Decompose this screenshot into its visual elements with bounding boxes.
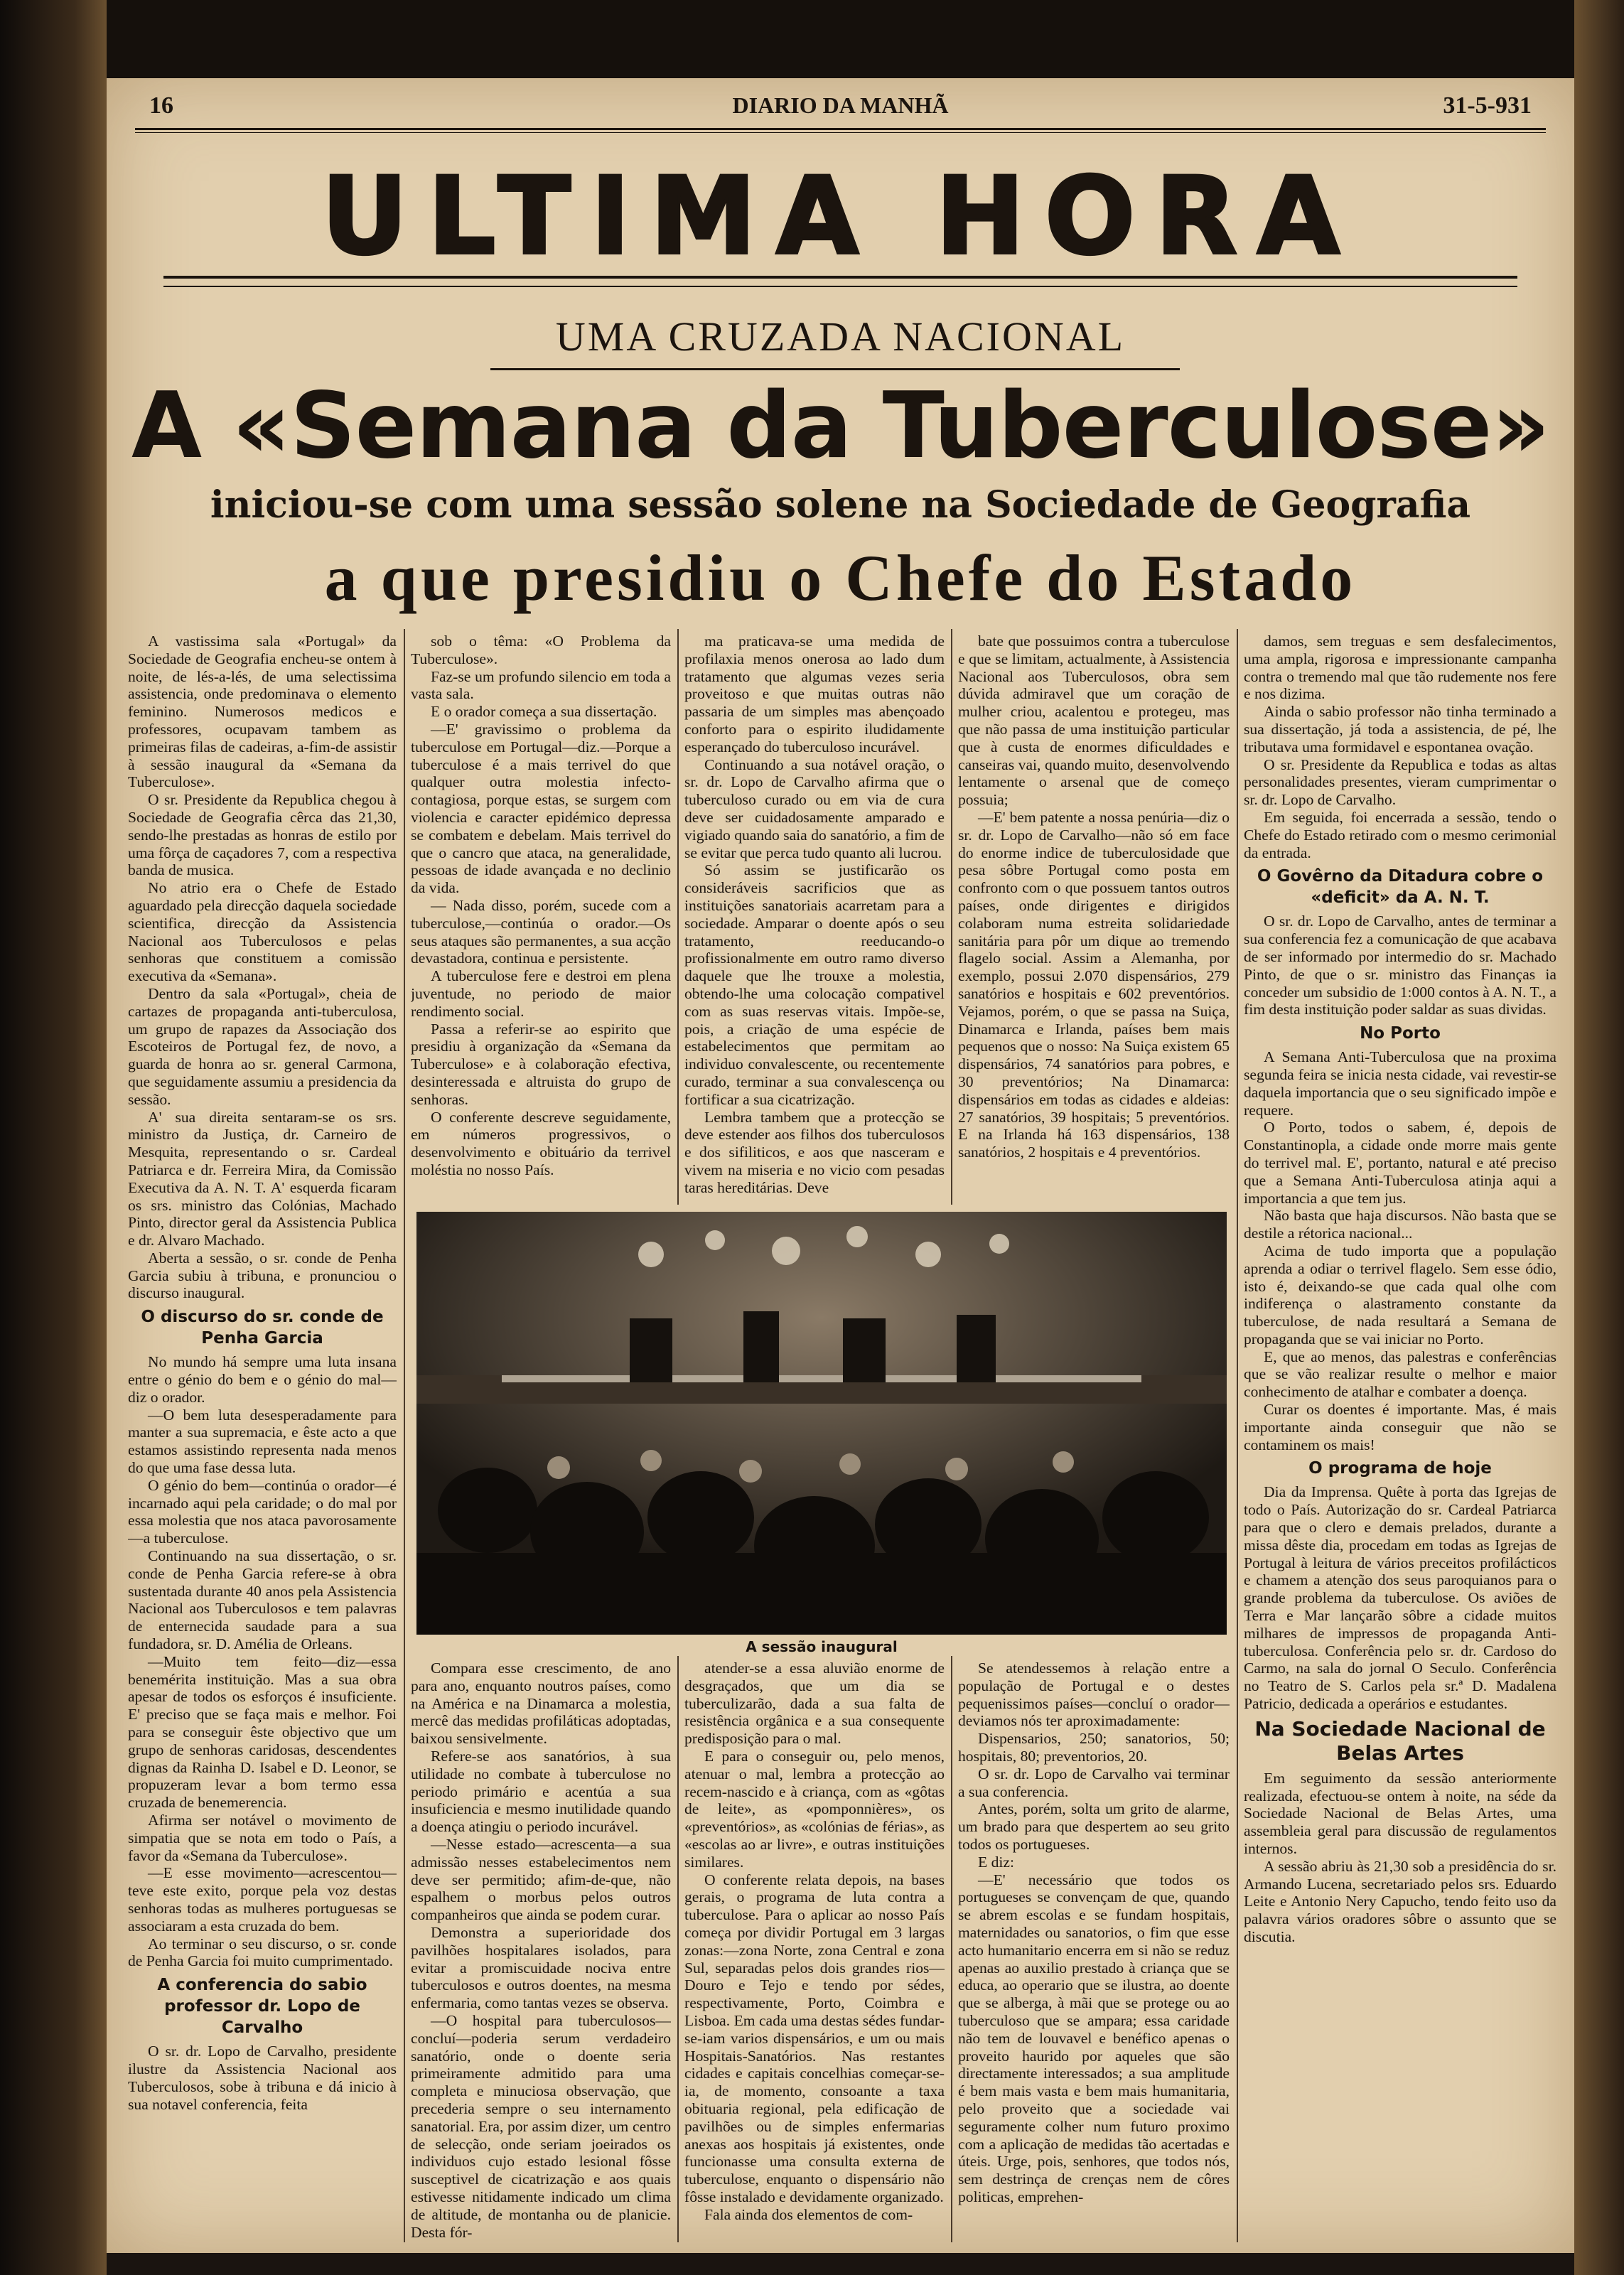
paragraph: ma praticava-se uma medida de profilaxia menos onerosa ao lado dum tratamento que algumas vezes seria proveitoso e que muitas outras não passaria de um simples mas abençoado conforto para o espirito iludidamente esperançado do tuberculoso incurável. bbox=[684, 633, 945, 755]
header-rule-thin bbox=[135, 132, 1546, 133]
paragraph: O sr. dr. Lopo de Carvalho, antes de terminar a sua conferencia fez a comunicação de que acabava de ser informado por intermedio do sr. Machado Pinto, de que o sr. ministro das Finanças ia conceder um subsidio de 1:000 contos à A. N. T., a fim desta instituição poder saldar as suas dividas. bbox=[1244, 913, 1556, 1018]
paragraph: —E' necessário que todos os portugueses se convençam de que, quando se abrem escolas e se fundam hospitais, maternidades ou sanatorios, o fim que esse acto humanitario encerra em si não se reduz apenas ao auxilio prestado à criança que se educa, ao operario que se ilustra, ao doente que se alberga, à mãi que se protege ou ao tuberculoso que se ampara; essa caridade não tem de louvavel e benéfico apenas o proveito haurido por aqueles que são directamente interessados; a sua amplitude é bem mais vasta e bem mais humanitaria, pelo proveito que a sociedade vai seguramente colher num futuro proximo com a aplicação de medidas tão acertadas e úteis. Urge, pois, senhores, que todos nós, sem destrinça de crenças nem de côres politicas, emprehen- bbox=[958, 1871, 1230, 2205]
paragraph: damos, sem treguas e sem desfalecimentos, uma ampla, rigorosa e impressionante campanha contra o tremendo mal que tão rudemente nos fere e nos dizima. bbox=[1244, 633, 1556, 703]
paragraph: Fala ainda dos elementos de com- bbox=[704, 2205, 913, 2223]
issue-date: 31-5-931 bbox=[1443, 92, 1532, 119]
paragraph: O conferente relata depois, na bases gerais, o programa de luta contra a tuberculose. Para o aplicar ao nosso País começa por dividir Portugal em 3 largas zonas:—zona Norte, zona Central e zona Sul, separadas pelos dois grandes rios—Douro e Tejo e tendo por sédes, respectivamente, Porto, Coimbra e Lisboa. Em cada uma destas sédes fundar-se-iam varios dispensários, e um ou mais Hospitais-Sanatórios. Nas restantes cidades e capitais concelhias começar-se-ia, de momento, consoante a taxa obituaria regional, pela edificação de pavilhões ou de simples enfermarias anexas aos hospitais já existentes, onde funcionasse uma consulta externa de tuberculose, enquanto o dispensário não fôsse instalado e devidamente organizado. bbox=[684, 1871, 945, 2205]
paragraph: Não basta que haja discursos. Não basta que se destile a rétorica nacional... bbox=[1244, 1207, 1556, 1242]
banner-underline bbox=[163, 276, 1517, 287]
paragraph: Antes, porém, solta um grito de alarme, um brado para que despertem ao seu grito todos os portugueses. bbox=[958, 1800, 1230, 1853]
paragraph: Acima de tudo importa que a população aprenda a odiar o terrivel flagelo. Sem esse ódio, isto é, deixando-se que cada qual olhe com indiferença o alastramento constante da tuberculose, de nada resultará a Semana de propaganda que se vai iniciar no Porto. bbox=[1244, 1242, 1556, 1348]
paragraph: —E esse movimento—acrescentou—teve este exito, porque pela voz destas senhoras todas as mulheres portuguesas se associaram a esta cruzada do bem. bbox=[128, 1864, 397, 1935]
paragraph: Dispensarios, 250; sanatorios, 50; hospitais, 80; preventorios, 20. bbox=[958, 1730, 1230, 1765]
paragraph: Se atendessemos à relação entre a população de Portugal e o destes pequenissimos países—concluí o orador—deviamos nós ter aproximadamente: bbox=[958, 1660, 1230, 1730]
column-3-lower bbox=[684, 1660, 945, 2242]
paragraph: O Porto, todos o sabem, é, depois de Constantinopla, a cidade onde morre mais gente do terrivel mal. E', portanto, natural e até preciso que a Semana Anti-Tuberculosa atinja aqui a importancia a que tem jus. bbox=[1244, 1119, 1556, 1207]
paragraph: E diz: bbox=[978, 1853, 1014, 1871]
page-number: 16 bbox=[149, 92, 173, 119]
paragraph: —E' gravissimo o problema da tuberculose em Portugal—diz.—Porque a tuberculose é a mais terrivel do que qualquer outra molestia infecto-contagiosa, porque estas, se surgem com violencia e caracter epidémico depressa se combatem e debelam. Mais terrivel do que o cancro que ataca, na generalidade, pessoas de idade avançada e no declinio da vida. bbox=[411, 720, 671, 897]
paragraph: O sr. dr. Lopo de Carvalho, presidente ilustre da Assistencia Nacional aos Tuberculosos, sobe à tribuna e dá inicio à sua notavel conferencia, feita bbox=[128, 2043, 397, 2113]
column-3 bbox=[684, 633, 945, 1205]
paragraph: bate que possuimos contra a tuberculose e que se limitam, actualmente, à Assistencia Nacional aos Tuberculosos, obra sem dúvida admiravel que um coração de mulher criou, acalentou e protegeu, mas que não passa de uma instituição particular que à custa de enormes dificuldades e canseiras vai, quando muito, desenvolvendo lentamente o arsenal que de começo possuia; bbox=[958, 633, 1230, 809]
headline: A «Semana da Tuberculose» bbox=[131, 373, 1550, 479]
column-5 bbox=[1244, 633, 1556, 2246]
subheading: Na Sociedade Nacional de Belas Artes bbox=[1254, 1716, 1546, 1765]
subheading: O programa de hoje bbox=[1308, 1459, 1492, 1478]
paragraph: A Semana Anti-Tuberculosa que na proxima segunda feira se inicia nesta cidade, vai revestir-se daquela importancia que o seu significado impõe e requere. bbox=[1244, 1048, 1556, 1119]
newspaper-name: DIARIO DA MANHÃ bbox=[732, 92, 949, 118]
paragraph: —Muito tem feito—diz—essa benemérita instituição. Mas a sua obra apesar de todos os esforços é insuficiente. E' preciso que se faça mais e melhor. Foi para se conseguir êste objectivo que um grupo de senhoras caridosas, descendentes dignas da Rainha D. Isabel e D. Leonor, se propuzeram levar a bom termo essa cruzada de benemerencia. bbox=[128, 1652, 397, 1812]
kicker-underline bbox=[490, 368, 1180, 370]
deck-line-1: iniciou-se com uma sessão solene na Sociedade de Geografia bbox=[210, 483, 1471, 527]
header-rule bbox=[135, 128, 1546, 130]
paragraph: Afirma ser notável o movimento de simpatia que se nota em todo o País, a favor da «Semana da Tuberculose». bbox=[128, 1812, 397, 1864]
photo-image bbox=[416, 1212, 1227, 1635]
column-divider bbox=[951, 629, 952, 1205]
paragraph: O génio do bem—continúa o orador—é incarnado aqui pela caridade; o do mal por essa molestia que nos ataca pavorosamente—a tuberculose. bbox=[128, 1476, 397, 1547]
paragraph: Demonstra a superioridade dos pavilhões hospitalares isolados, para evitar a promiscuidade nociva entre tuberculosos e outros doentes, na mesma enfermaria, como tantas vezes se observa. bbox=[411, 1923, 671, 2012]
column-divider bbox=[677, 629, 679, 1205]
paragraph: E para o conseguir ou, pelo menos, atenuar o mal, lembra a protecção ao recem-nascido e à criança, com as «gôtas de leite», as «pomponnières», os «preventórios», as «colónias de férias», as «escolas ao ar livre», e outras instituições similares. bbox=[684, 1747, 945, 1871]
paragraph: Refere-se aos sanatórios, à sua utilidade no combate à tuberculose no periodo primário e acentúa a sua insuficiencia e mesmo inutilidade quando a doença atingiu o periodo incurável. bbox=[411, 1747, 671, 1836]
paragraph: —E' bem patente a nossa penúria—diz o sr. dr. Lopo de Carvalho—não só em face do enorme indice de tuberculosidade que pesa sôbre Portugal como posta em confronto com o que possuem tantos outros países, onde dirigentes e dirigidos colaboram numa estreita solidariedade sanitária para pôr um dique ao tremendo flagelo social. Assim a Alemanha, por exemplo, possui 2.070 dispensários, 279 sanatórios e hospitais e 602 preventórios. Vejamos, porém, o que se passa na Suiça, Dinamarca e Irlanda, países bem mais pequenos que o nosso: Na Suiça existem 65 dispensários, 74 sanatórios para pobres, e 30 preventórios; Na Dinamarca: dispensários em todas as cidades e aldeias: 27 sanatórios, 39 hospitais; 5 preventórios. E na Irlanda há 163 dispensários, 138 sanatórios, 2 hospitais e 4 preventórios. bbox=[958, 808, 1230, 1161]
deck-line-2: a que presidiu o Chefe do Estado bbox=[324, 542, 1357, 614]
paragraph: —O hospital para tuberculosos—concluí—poderia serum verdadeiro sanatório, onde o doente seria primeiramente admitido para uma completa e minuciosa observação, que precederia sempre o seu internamento sanatorial. Era, por assim dizer, um centro de selecção, onde seriam joeirados os individuos cujo estado lesional fôsse susceptivel de cicatrização e aos quais estivesse nitidamente indicado um clima de altitude, de montanha ou de planicie. Desta fór- bbox=[411, 2011, 671, 2241]
paragraph: Faz-se um profundo silencio em toda a vasta sala. bbox=[411, 667, 671, 703]
paragraph: sob o têma: «O Problema da Tuberculose». bbox=[411, 633, 671, 667]
paragraph: Ainda o sabio professor não tinha terminado a sua dissertação, já toda a assistencia, de pé, lhe tributava uma formidavel e espontanea ovação. bbox=[1244, 703, 1556, 755]
paragraph: E, que ao menos, das palestras e conferências que se vão realizar resulte o melhor e maior conhecimento de atalhar e combater a doença. bbox=[1244, 1348, 1556, 1401]
paragraph: E o orador começa a sua dissertação. bbox=[431, 703, 657, 721]
paragraph: — Nada disso, porém, sucede com a tuberculose,—continúa o orador.—Os seus ataques são permanentes, a sua acção devastadora, continua e persistente. bbox=[411, 896, 671, 967]
subheading: O Govêrno da Ditadura cobre o «deficit» da A. N. T. bbox=[1257, 867, 1544, 908]
paragraph: A vastissima sala «Portugal» da Sociedade de Geografia encheu-se ontem à noite, de lés-a-lés, de uma selectissima assistencia, onde predominava o elemento feminino. Numerosos medicos e professores, ocupavam tambem as primeiras filas de cadeiras, a-fim-de assistir à sessão inaugural da «Semana da Tuberculose». bbox=[128, 633, 397, 791]
paragraph: Em seguimento da sessão anteriormente realizada, efectuou-se ontem à noite, na séde da Sociedade Nacional de Belas Artes, uma assembleia geral para discussão de regulamentos internos. bbox=[1244, 1769, 1556, 1858]
paragraph: Dentro da sala «Portugal», cheia de cartazes de propaganda anti-tuberculosa, um grupo de rapazes da Associação dos Escoteiros de Portugal fez, de novo, a guarda de honra ao sr. general Carmona, que seguidamente assumiu a presidencia da sessão. bbox=[128, 984, 397, 1108]
paragraph: Em seguida, foi encerrada a sessão, tendo o Chefe do Estado retirado com o mesmo cerimonial da entrada. bbox=[1244, 808, 1556, 861]
column-2 bbox=[411, 633, 671, 1205]
paragraph: No atrio era o Chefe de Estado aguardado pela direcção daquela sociedade scientifica, direcção da Assistencia Nacional aos Tuberculosos e pelas senhoras que constituem a comissão executiva da «Semana». bbox=[128, 879, 397, 985]
paragraph: Continuando a sua notável oração, o sr. dr. Lopo de Carvalho afirma que o tuberculoso curado ou em via de cura deve ser cuidadosamente amparado e vigiado quando saia do sanatório, a fim de se evitar que perca tudo quanto ali lucrou. bbox=[684, 755, 945, 861]
kicker: UMA CRUZADA NACIONAL bbox=[555, 313, 1126, 360]
paragraph: A sessão abriu às 21,30 sob a presidência do sr. Armando Lucena, secretariado pelos srs. Eduardo Leite e Antonio Nery Capucho, tendo feito uso da palavra vários oradores sôbre o assunto que se discutia. bbox=[1244, 1857, 1556, 1945]
scan-top-edge bbox=[0, 0, 1624, 78]
subheading: No Porto bbox=[1360, 1024, 1441, 1043]
paragraph: Aberta a sessão, o sr. conde de Penha Garcia subiu à tribuna, e pronunciou o discurso inaugural. bbox=[128, 1249, 397, 1302]
subheading: A conferencia do sabio professor dr. Lopo de Carvalho bbox=[157, 1976, 367, 2038]
photo-inaugural-session bbox=[416, 1212, 1227, 1635]
column-2-lower bbox=[411, 1660, 671, 2242]
column-divider bbox=[1237, 629, 1238, 2242]
paragraph: No mundo há sempre uma luta insana entre o génio do bem e o génio do mal—diz o orador. bbox=[128, 1353, 397, 1406]
paragraph: Lembra tambem que a protecção se deve estender aos filhos dos tuberculosos e dos sifiliticos, e aos que nasceram e vivem na miseria e no vicio com pesadas taras hereditárias. Deve bbox=[684, 1108, 945, 1196]
paragraph: Só assim se justificarão os consideráveis sacrificios que as instituições sanatoriais acarretam para a sociedade. Amparar o doente após o seu tratamento, reeducando-o profissionalmente em outro ramo diverso daquele que lhe trouxe a molestia, obtendo-lhe uma colocação compativel com as suas reservas vitais. Impõe-se, pois, a criação de uma espécie de estabelecimentos que permitam ao individuo convalescente, ou recentemente curado, terminar a sua convalescença ou fortificar a sua cicatrização. bbox=[684, 861, 945, 1108]
paragraph: —Nesse estado—acrescenta—a sua admissão nesses estabelecimentos nem deve ser permitido; afim-de-que, não espalhem o morbus pelos outros companheiros que ainda se podem curar. bbox=[411, 1835, 671, 1924]
newspaper-page bbox=[107, 78, 1574, 2253]
scan-right-edge bbox=[1574, 0, 1624, 2275]
paragraph: O sr. dr. Lopo de Carvalho vai terminar a sua conferencia. bbox=[958, 1765, 1230, 1800]
paragraph: Continuando na sua dissertação, o sr. conde de Penha Garcia refere-se à obra sustentada durante 40 anos pela Assistencia Nacional aos Tuberculosos e tem palavras de enternecida saudade para a sua fundadora, sr. D. Amélia de Orleans. bbox=[128, 1547, 397, 1653]
photo-caption: A sessão inaugural bbox=[746, 1638, 898, 1655]
paragraph: —O bem luta desesperadamente para manter a sua supremacia, e êste acto a que estamos assistindo representa nada menos do que uma fase dessa luta. bbox=[128, 1406, 397, 1477]
paragraph: O conferente descreve seguidamente, em números progressivos, o desenvolvimento e obituário da terrivel moléstia no nosso País. bbox=[411, 1108, 671, 1178]
paragraph: Curar os doentes é importante. Mas, é mais importante ainda conseguir que não se contaminem os mais! bbox=[1244, 1401, 1556, 1453]
column-divider bbox=[677, 1656, 679, 2242]
subheading: O discurso do sr. conde de Penha Garcia bbox=[141, 1308, 384, 1348]
paragraph: O sr. Presidente da Republica e todas as altas personalidades presentes, vieram cumprimentar o sr. dr. Lopo de Carvalho. bbox=[1244, 755, 1556, 809]
paragraph: atender-se a essa aluvião enorme de desgraçados, que um dia se tuberculizarão, dada a sua falta de resistência orgânica e a sua consequente predisposição para o mal. bbox=[684, 1660, 945, 1748]
column-4-lower bbox=[958, 1660, 1230, 2242]
paragraph: Passa a referir-se ao espirito que presidiu à organização da «Semana da Tuberculose» e à colaboração efectiva, desinteressada e altruista do grupo de senhoras. bbox=[411, 1020, 671, 1108]
paragraph: Compara esse crescimento, de ano para ano, enquanto noutros países, como na América e na Dinamarca a molestia, mercê das medidas profiláticas adoptadas, baixou sensivelmente. bbox=[411, 1660, 671, 1748]
scan-binding-edge bbox=[0, 0, 107, 2275]
paragraph: A' sua direita sentaram-se os srs. ministro da Justiça, dr. Carneiro de Mesquita, representando o sr. Cardeal Patriarca e dr. Ferreira Mira, da Comissão Executiva da A. N. T. A' esquerda ficaram os srs. ministro das Colónias, Machado Pinto, director geral da Assistencia Publica e dr. Alvaro Machado. bbox=[128, 1108, 397, 1249]
column-1 bbox=[128, 633, 397, 2246]
column-divider bbox=[404, 629, 405, 2242]
banner-title: ULTIMA HORA bbox=[321, 155, 1360, 279]
column-divider bbox=[951, 1656, 952, 2242]
ultima-hora-banner bbox=[149, 156, 1532, 291]
paragraph: Ao terminar o seu discurso, o sr. conde de Penha Garcia foi muito cumprimentado. bbox=[128, 1935, 397, 1970]
paragraph: O sr. Presidente da Republica chegou à Sociedade de Geografia cêrca das 21,30, sendo-lhe prestadas as honras de estilo por uma fôrça de caçadores 7, com a respectiva banda de musica. bbox=[128, 791, 397, 879]
column-4 bbox=[958, 633, 1230, 1205]
paragraph: Dia da Imprensa. Quête à porta das Igrejas de todo o País. Autorização do sr. Cardeal Patriarca para que o clero e demais prelados, durante a missa dêste dia, procedam em todas as Igrejas de Portugal à leitura de vários preceitos profilácticos e chamem a atenção dos seus paroquianos para o grande problema da tuberculose. Os aviões de Terra e Mar lançarão sôbre a cidade muitos milhares de impressos de propaganda Anti-tuberculosa. Conferência pelo sr. dr. Cardoso do Carmo, na sala do jornal O Seculo. Conferência no Teatro de S. Carlos pela sr.ª D. Madalena Patricio, dedicada a operários e estudantes. bbox=[1244, 1483, 1556, 1713]
paragraph: A tuberculose fere e destroi em plena juventude, no periodo de maior rendimento social. bbox=[411, 967, 671, 1020]
